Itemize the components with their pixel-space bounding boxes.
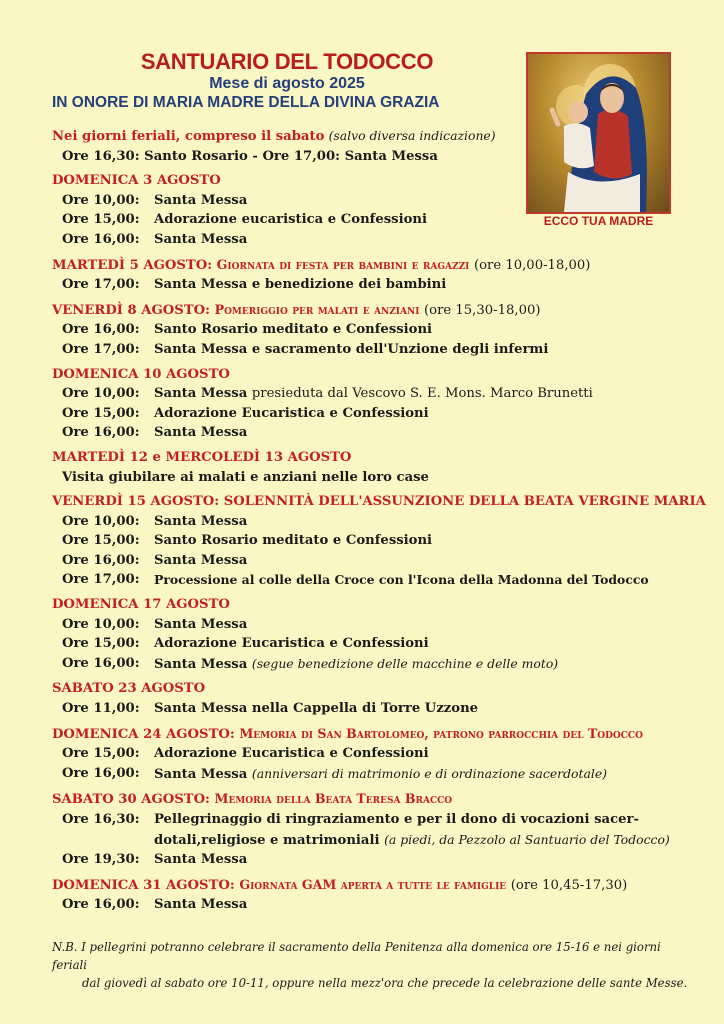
day-title: SABATO 23 AGOSTO [52, 681, 206, 697]
day-block [52, 492, 706, 590]
event-time: Ore 10,00: [62, 386, 140, 402]
event-description: Santa Messa [154, 231, 248, 247]
event-time: Ore 17,00: [62, 572, 140, 588]
day-heading [52, 365, 692, 385]
day-title: DOMENICA 24 AGOSTO: [52, 726, 235, 742]
event-description: Santo Rosario meditato e Confessioni [154, 533, 433, 549]
event-description: Visita giubilare ai malati e anziani nelle loro case [62, 469, 429, 485]
weekday-schedule: Ore 16,30: Santo Rosario - Ore 17,00: Santa Messa [62, 148, 438, 164]
event-row [52, 384, 692, 404]
page-subtitle: Mese di agosto 2025 [209, 75, 365, 92]
day-heading [52, 875, 692, 896]
event-description: Santa Messa e benedizione dei bambini [154, 277, 447, 293]
day-block [52, 679, 692, 718]
day-block [52, 171, 692, 249]
event-description: Santa Messa [154, 852, 248, 868]
event-description: Santa Messa [154, 192, 248, 208]
event-time: Ore 16,00: [62, 655, 140, 671]
event-row [52, 275, 692, 295]
day-block [52, 255, 692, 295]
event-description: Santa Messa [154, 513, 248, 529]
event-description: Santa Messa (segue benedizione delle macchine e delle moto) [154, 655, 559, 672]
day-block [52, 300, 692, 360]
day-heading [52, 789, 692, 810]
event-row [52, 512, 692, 532]
header [52, 50, 522, 113]
event-time: Ore 11,00: [62, 701, 140, 717]
day-heading [52, 724, 692, 745]
event-description: Santo Rosario meditato e Confessioni [154, 322, 433, 338]
event-description: Santa Messa (anniversari di matrimonio e di ordinazione sacerdotale) [154, 765, 607, 782]
event-row [52, 895, 692, 915]
event-row-continued: dotali,religiose e matrimoniali (a piedi, da Pezzolo al Santuario del Todocco) [154, 831, 670, 848]
event-row [52, 615, 692, 635]
event-time: Ore 16,00: [62, 231, 140, 247]
event-row [52, 744, 692, 764]
event-time: Ore 17,00: [62, 277, 140, 293]
event-time: Ore 16,30: [62, 812, 140, 827]
day-block [52, 789, 692, 869]
event-row [52, 468, 692, 488]
event-row [52, 404, 692, 424]
day-subtitle: Giornata di festa per bambini e ragazzi [216, 256, 470, 272]
event-description: Pellegrinaggio di ringraziamento e per il dono di vocazioni sacer- [154, 812, 639, 827]
event-time: Ore 15,00: [62, 405, 140, 421]
day-block [52, 875, 692, 915]
weekday-intro: Nei giorni feriali, compreso il sabato (salvo diversa indicazione) [52, 128, 496, 144]
event-row [52, 423, 692, 443]
day-hours: (ore 15,30-18,00) [424, 302, 541, 318]
event-description: Santa Messa e sacramento dell'Unzione degli infermi [154, 341, 549, 357]
event-time: Ore 10,00: [62, 616, 140, 632]
footnote: N.B. I pellegrini potranno celebrare il sacramento della Penitenza alla domenica ore 15-16 e nei giorni feriali dal giovedì al sabato ore 10-11, oppure nella mezz'ora che precede la celebrazione delle sante Messe. [52, 940, 688, 990]
event-time: Ore 10,00: [62, 513, 140, 529]
day-title: VENERDÌ 8 AGOSTO: [52, 302, 210, 318]
icon-caption: ECCO TUA MADRE [543, 214, 654, 228]
day-subtitle: Giornata GAM aperta a tutte le famiglie [239, 876, 507, 892]
event-time: Ore 16,00: [62, 322, 140, 338]
day-heading [52, 171, 692, 191]
event-row [52, 764, 692, 785]
event-row [52, 230, 692, 250]
day-title: DOMENICA 31 AGOSTO: [52, 877, 235, 893]
event-description: Adorazione Eucaristica e Confessioni [154, 746, 429, 762]
event-row [52, 810, 692, 830]
page-title: SANTUARIO DEL TODOCCO [140, 49, 434, 74]
event-row [52, 340, 692, 360]
event-row [52, 320, 692, 340]
day-block [52, 724, 692, 785]
event-row [52, 634, 692, 654]
day-title: DOMENICA 3 AGOSTO [52, 173, 221, 189]
day-title: DOMENICA 10 AGOSTO [52, 366, 230, 382]
day-title: SABATO 30 AGOSTO: [52, 792, 210, 808]
event-row [52, 210, 692, 230]
event-description: Adorazione Eucaristica e Confessioni [154, 636, 429, 652]
event-row [52, 699, 692, 719]
day-block [52, 595, 692, 674]
dedication: IN ONORE DI MARIA MADRE DELLA DIVINA GRAZIA [52, 94, 440, 111]
event-time: Ore 16,00: [62, 552, 140, 568]
event-time: Ore 15,00: [62, 746, 140, 762]
event-description: Processione al colle della Croce con l'Icona della Madonna del Todocco [154, 572, 649, 588]
event-description: Santa Messa [154, 425, 248, 441]
event-time: Ore 10,00: [62, 192, 140, 208]
event-description: Santa Messa [154, 552, 248, 568]
event-row [52, 191, 692, 211]
event-description: Adorazione eucaristica e Confessioni [154, 212, 427, 228]
event-time: Ore 15,00: [62, 533, 140, 549]
event-description: Santa Messa [154, 616, 248, 632]
event-time: Ore 15,00: [62, 636, 140, 652]
day-title: MARTEDÌ 12 e MERCOLEDÌ 13 AGOSTO [52, 449, 352, 465]
day-heading [52, 492, 706, 512]
day-title: DOMENICA 17 AGOSTO [52, 597, 230, 613]
day-heading [52, 679, 692, 699]
event-row [52, 531, 692, 551]
day-hours: (ore 10,45-17,30) [510, 877, 628, 893]
event-row [52, 654, 692, 675]
event-time: Ore 17,00: [62, 341, 140, 357]
day-subtitle: Memoria della Beata Teresa Bracco [214, 791, 453, 807]
event-description: Santa Messa [154, 897, 248, 913]
schedule [52, 126, 706, 915]
event-row [52, 570, 692, 590]
day-heading [52, 300, 692, 321]
day-subtitle: Memoria di San Bartolomeo, patrono parrocchia del Todocco [239, 725, 643, 741]
day-subtitle: Pomeriggio per malati e anziani [214, 301, 420, 317]
event-time: Ore 16,00: [62, 765, 140, 781]
event-time: Ore 15,00: [62, 212, 140, 228]
event-time: Ore 19,30: [62, 852, 140, 868]
day-hours: (ore 10,00-18,00) [473, 257, 591, 273]
day-heading [52, 448, 692, 468]
event-description: Santa Messa presieduta dal Vescovo S. E. Mons. Marco Brunetti [154, 386, 593, 402]
event-time: Ore 16,00: [62, 425, 140, 441]
day-list [52, 171, 706, 915]
day-title: MARTEDÌ 5 AGOSTO: [52, 257, 213, 273]
event-description: Santa Messa nella Cappella di Torre Uzzone [154, 701, 479, 717]
day-heading [52, 255, 692, 276]
event-row [52, 551, 692, 571]
day-title: VENERDÌ 15 AGOSTO: SOLENNITÀ DELL'ASSUNZIONE DELLA BEATA VERGINE MARIA [52, 494, 706, 510]
day-block [52, 365, 692, 443]
event-row [52, 850, 692, 870]
event-description: Adorazione Eucaristica e Confessioni [154, 405, 429, 421]
day-block [52, 448, 692, 487]
day-heading [52, 595, 692, 615]
event-time: Ore 16,00: [62, 897, 140, 913]
